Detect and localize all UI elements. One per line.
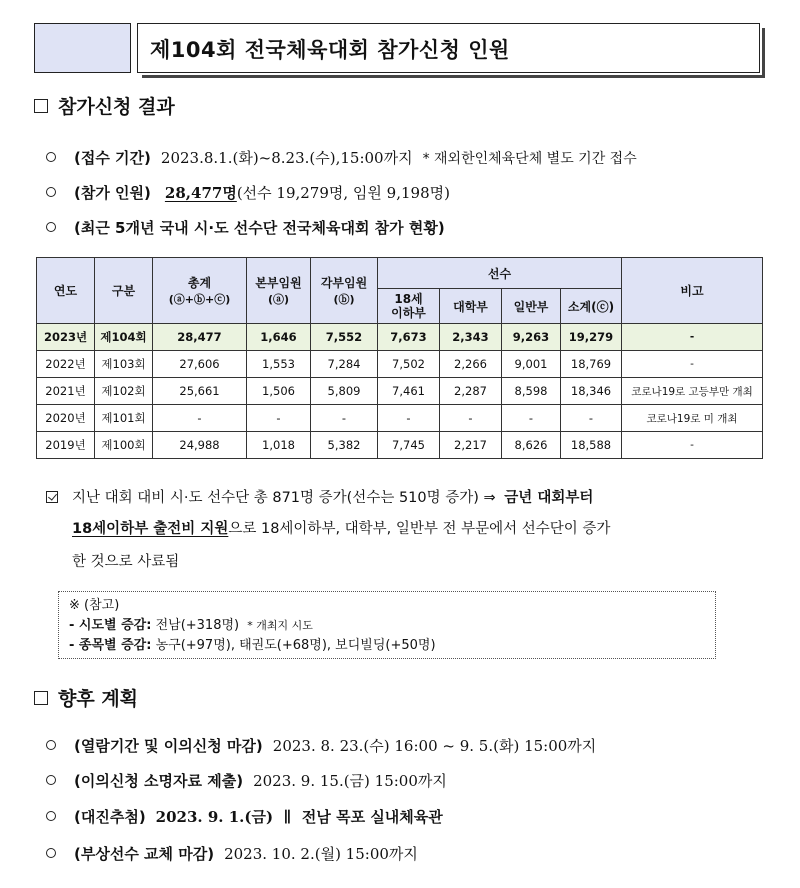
bullet-people xyxy=(46,182,450,203)
analysis-text-2b: 으로 18세이하부, 대학부, 일반부 전 부문에서 선수단이 증가 xyxy=(228,521,611,537)
recent-label: (최근 5개년 국내 시·도 선수단 전국체육대회 참가 현황) xyxy=(74,219,445,237)
plan-label: (이의신청 소명자료 제출) xyxy=(74,772,244,790)
table-cell-each: - xyxy=(311,405,378,432)
table-cell-u18: 7,502 xyxy=(378,351,440,378)
header-category: 구분 xyxy=(95,258,153,324)
table-cell-subtotal: 18,346 xyxy=(561,378,622,405)
table-cell-u18: 7,461 xyxy=(378,378,440,405)
table-cell-hq: 1,018 xyxy=(247,432,311,459)
analysis-text-1a: 지난 대회 대비 시·도 선수단 총 871명 증가(선수는 510명 증가) ⇒ xyxy=(72,490,496,506)
header-subtotal: 소계(ⓒ) xyxy=(561,289,622,324)
reference-line-1 xyxy=(69,616,705,636)
title-box xyxy=(137,23,760,73)
reference-label-1: - 시도별 증감: xyxy=(69,618,152,633)
table-row xyxy=(37,432,763,459)
header-athletes: 선수 xyxy=(378,258,622,289)
square-bullet-icon xyxy=(34,691,48,705)
page-title: 제104회 전국체육대회 참가신청 인원 xyxy=(150,38,510,62)
table-cell-category: 제100회 xyxy=(95,432,153,459)
table-cell-total: - xyxy=(153,405,247,432)
circle-bullet-icon xyxy=(46,811,56,821)
circle-bullet-icon xyxy=(46,740,56,750)
header-each-sub: (ⓑ) xyxy=(333,293,355,306)
table-cell-remarks: - xyxy=(622,351,763,378)
checkbox-checked-icon xyxy=(46,491,58,503)
circle-bullet-icon xyxy=(46,187,56,197)
reference-value-1: 전남(+318명) xyxy=(155,618,240,633)
table-cell-category: 제104회 xyxy=(95,324,153,351)
section-heading-text: 참가신청 결과 xyxy=(58,96,175,118)
table-cell-total: 24,988 xyxy=(153,432,247,459)
table-cell-each: 5,809 xyxy=(311,378,378,405)
plan-value: 2023. 8. 23.(수) 16:00 ~ 9. 5.(화) 15:00까지 xyxy=(272,737,597,755)
header-remarks: 비고 xyxy=(622,258,763,324)
plan-value: 2023. 10. 2.(월) 15:00까지 xyxy=(224,845,418,863)
plan-item-3 xyxy=(46,806,443,827)
table-cell-general: - xyxy=(502,405,561,432)
table-cell-general: 8,626 xyxy=(502,432,561,459)
period-label: (접수 기간) xyxy=(74,149,151,167)
table-cell-remarks: 코로나19로 미 개최 xyxy=(622,405,763,432)
table-row xyxy=(37,378,763,405)
header-univ: 대학부 xyxy=(440,289,502,324)
table-cell-year: 2019년 xyxy=(37,432,95,459)
table-cell-univ: 2,217 xyxy=(440,432,502,459)
table-cell-univ: 2,343 xyxy=(440,324,502,351)
header-total xyxy=(153,258,247,324)
table-cell-hq: 1,646 xyxy=(247,324,311,351)
table-cell-year: 2020년 xyxy=(37,405,95,432)
circle-bullet-icon xyxy=(46,775,56,785)
analysis-line-1 xyxy=(46,486,593,507)
period-value: 2023.8.1.(화)~8.23.(수),15:00까지 xyxy=(160,149,413,167)
table-cell-each: 7,284 xyxy=(311,351,378,378)
header-hq-sub: (ⓐ) xyxy=(267,293,290,306)
table-cell-subtotal: 19,279 xyxy=(561,324,622,351)
reference-value-2: 농구(+97명), 태권도(+68명), 보디빌딩(+50명) xyxy=(155,638,436,653)
table-cell-general: 9,263 xyxy=(502,324,561,351)
table-cell-year: 2023년 xyxy=(37,324,95,351)
table-cell-category: 제101회 xyxy=(95,405,153,432)
table-cell-remarks: - xyxy=(622,324,763,351)
table-cell-u18: 7,673 xyxy=(378,324,440,351)
period-note: * 재외한인체육단체 별도 기간 접수 xyxy=(422,151,637,167)
table-cell-category: 제103회 xyxy=(95,351,153,378)
plan-label: (대진추첨) xyxy=(74,808,146,826)
reference-line-2 xyxy=(69,636,705,656)
table-cell-total: 27,606 xyxy=(153,351,247,378)
table-cell-each: 5,382 xyxy=(311,432,378,459)
analysis-line-2 xyxy=(72,517,610,538)
table-cell-total: 28,477 xyxy=(153,324,247,351)
table-cell-category: 제102회 xyxy=(95,378,153,405)
table-cell-general: 9,001 xyxy=(502,351,561,378)
bullet-recent xyxy=(46,217,445,238)
table-cell-hq: - xyxy=(247,405,311,432)
header-total-sub: (ⓐ+ⓑ+ⓒ) xyxy=(168,293,231,306)
header-each-officials xyxy=(311,258,378,324)
plan-value: 2023. 9. 1.(금) ∥ 전남 목포 실내체육관 xyxy=(155,808,443,826)
table-row xyxy=(37,351,763,378)
table-cell-year: 2022년 xyxy=(37,351,95,378)
table-cell-hq: 1,553 xyxy=(247,351,311,378)
circle-bullet-icon xyxy=(46,152,56,162)
plan-label: (열람기간 및 이의신청 마감) xyxy=(74,737,263,755)
table-cell-u18: 7,745 xyxy=(378,432,440,459)
section-heading-plans xyxy=(34,684,138,711)
header-hq-label: 본부임원 xyxy=(255,276,302,290)
table-cell-total: 25,661 xyxy=(153,378,247,405)
participation-table xyxy=(36,257,763,459)
header-year: 연도 xyxy=(37,258,95,324)
table-cell-univ: - xyxy=(440,405,502,432)
people-detail: (선수 19,279명, 임원 9,198명) xyxy=(236,184,450,202)
section-heading-text: 향후 계획 xyxy=(58,688,139,710)
plan-item-4 xyxy=(46,843,418,864)
analysis-text-2a: 18세이하부 출전비 지원 xyxy=(72,521,229,537)
header-total-label: 총계 xyxy=(187,276,212,290)
section-heading-results xyxy=(34,92,175,119)
table-cell-subtotal: 18,769 xyxy=(561,351,622,378)
table-cell-u18: - xyxy=(378,405,440,432)
table-cell-remarks: - xyxy=(622,432,763,459)
circle-bullet-icon xyxy=(46,848,56,858)
table-cell-general: 8,598 xyxy=(502,378,561,405)
title-decoration xyxy=(34,23,131,73)
table-cell-each: 7,552 xyxy=(311,324,378,351)
table-row xyxy=(37,405,763,432)
table-cell-subtotal: - xyxy=(561,405,622,432)
plan-item-1 xyxy=(46,735,596,756)
header-general: 일반부 xyxy=(502,289,561,324)
plan-label: (부상선수 교체 마감) xyxy=(74,845,215,863)
reference-title: ※ (참고) xyxy=(69,598,120,613)
analysis-text-1b: 금년 대회부터 xyxy=(504,490,594,506)
table-row xyxy=(37,324,763,351)
analysis-line-3: 한 것으로 사료됨 xyxy=(72,554,180,570)
bullet-period xyxy=(46,147,637,168)
reference-box xyxy=(58,591,716,659)
table-cell-remarks: 코로나19로 고등부만 개최 xyxy=(622,378,763,405)
table-cell-subtotal: 18,588 xyxy=(561,432,622,459)
header-each-label: 각부임원 xyxy=(320,276,368,290)
header-u18: 18세 이하부 xyxy=(378,289,440,324)
reference-note-1: * 개최지 시도 xyxy=(247,619,313,632)
table-cell-univ: 2,266 xyxy=(440,351,502,378)
table-cell-univ: 2,287 xyxy=(440,378,502,405)
circle-bullet-icon xyxy=(46,222,56,232)
table-cell-year: 2021년 xyxy=(37,378,95,405)
people-label: (참가 인원) xyxy=(74,184,151,202)
people-total: 28,477명 xyxy=(164,184,237,202)
header-hq-officials xyxy=(247,258,311,324)
square-bullet-icon xyxy=(34,99,48,113)
plan-item-2 xyxy=(46,770,447,791)
reference-label-2: - 종목별 증감: xyxy=(69,638,152,653)
plan-value: 2023. 9. 15.(금) 15:00까지 xyxy=(253,772,447,790)
table-cell-hq: 1,506 xyxy=(247,378,311,405)
